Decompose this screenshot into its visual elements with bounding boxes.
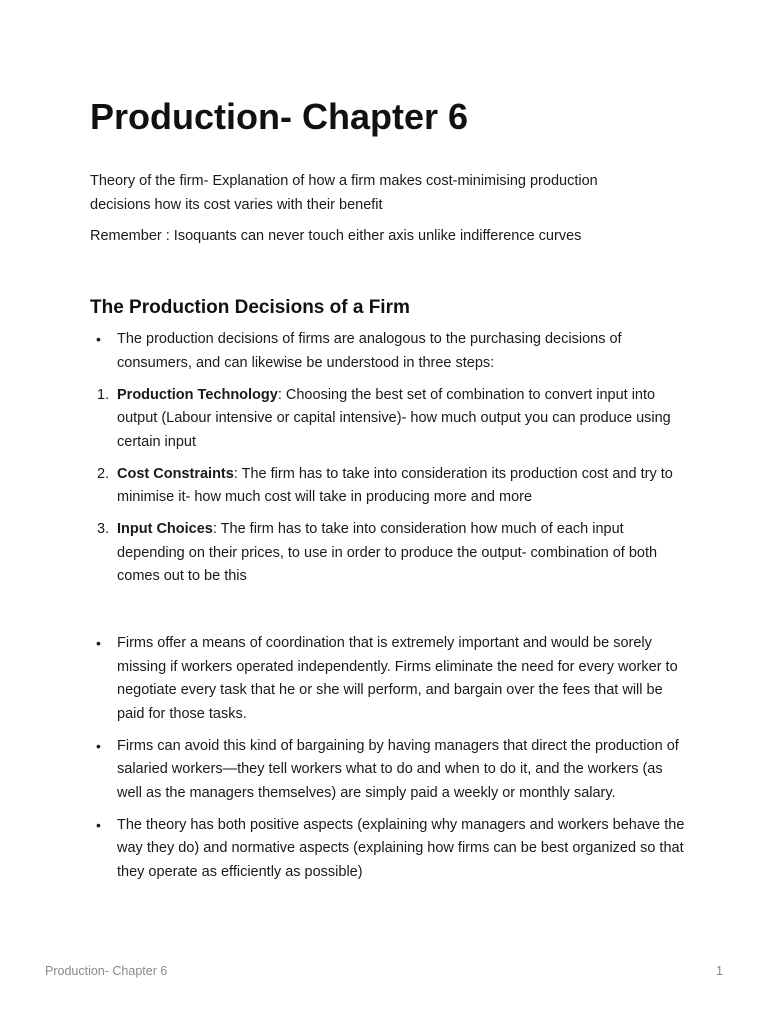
list-item-text: Firms offer a means of coordination that is extremely important and would be sorely missing if workers operated independently. Firms eliminate the need for every worker to negotiate every task that he or she will perform, and bargain over the fees that will be paid for those tasks. [117, 635, 678, 722]
bullet-list [90, 632, 690, 893]
bullet-marker: • [96, 635, 101, 651]
bullet-marker: • [96, 331, 101, 347]
numbered-item [90, 518, 690, 589]
intro-block [90, 170, 650, 257]
list-item-text: The theory has both positive aspects (explaining why managers and workers behave the way they do) and normative aspects (explaining how firms can be best organized so that they operate as efficiently as possible) [117, 816, 685, 880]
list-item-text: The production decisions of firms are analogous to the purchasing decisions of consumers, and can likewise be understood in three steps: [117, 331, 622, 371]
list-item-text [117, 387, 671, 450]
list-number: 2. [97, 465, 110, 482]
bullet-marker: • [96, 737, 101, 754]
steps-list [90, 328, 690, 597]
page-title: Production- Chapter 6 [90, 96, 469, 137]
step-term: Input Choices [117, 521, 213, 537]
list-item [90, 814, 690, 885]
list-item-text [117, 521, 657, 584]
step-description: : The firm has to take into consideration its production cost and try to minimise it- how much cost will take in producing more and more [117, 465, 673, 505]
step-description: : Choosing the best set of combination to convert input into output (Labour intensive or capital intensive)- how much output you can produce using certain input [117, 386, 671, 450]
list-item-text [117, 466, 673, 506]
section-heading: The Production Decisions of a Firm [90, 297, 410, 318]
step-term: Cost Constraints [117, 465, 234, 482]
intro-paragraph-remember: Remember : Isoquants can never touch either axis unlike indifference curves [90, 228, 582, 244]
intro-paragraph-theory: Theory of the firm- Explanation of how a firm makes cost-minimising production decisions how its cost varies with their benefit [90, 173, 598, 213]
step-description: : The firm has to take into consideration how much of each input depending on their prices, to use in order to produce the output- combination of both comes out to be this [117, 521, 658, 584]
list-item [90, 632, 690, 726]
step-term: Production Technology [117, 386, 278, 403]
page-number: 1 [716, 964, 723, 978]
list-item [90, 735, 690, 806]
list-item [90, 328, 690, 375]
list-number: 1. [97, 386, 110, 403]
list-item-text: Firms can avoid this kind of bargaining by having managers that direct the production of salaried workers—they tell workers what to do and when to do it, and the workers (as well as the managers themselves) are simply paid a weekly or monthly salary. [117, 737, 679, 801]
footer-title: Production- Chapter 6 [45, 964, 168, 978]
list-number: 3. [97, 521, 110, 537]
bullet-marker: • [96, 816, 101, 833]
numbered-item [90, 463, 690, 510]
numbered-item [90, 384, 690, 455]
